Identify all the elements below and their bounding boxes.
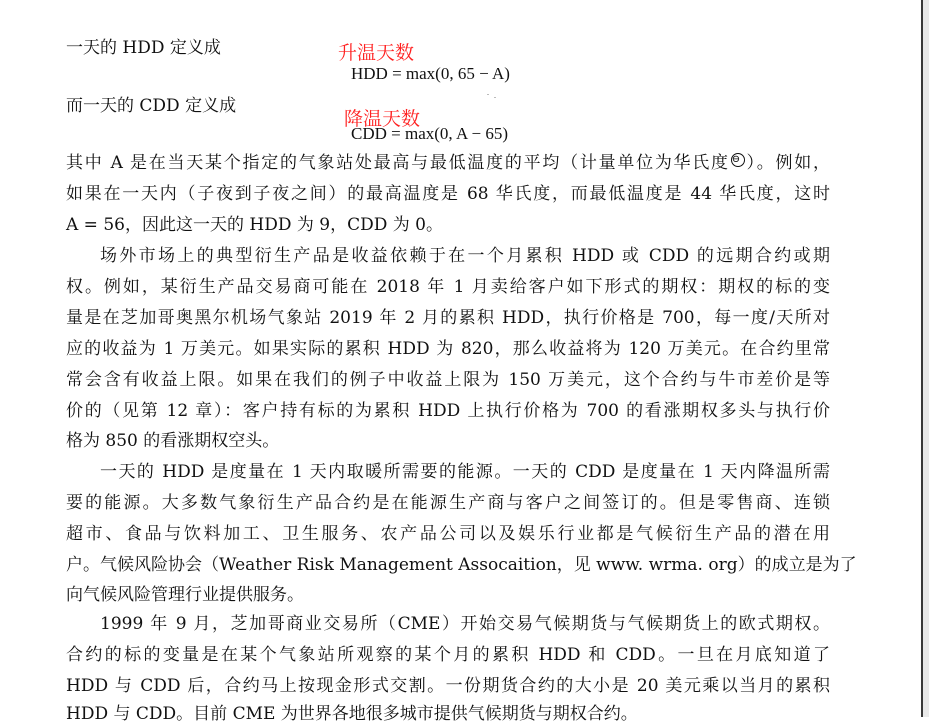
paragraph-1-line-1: 其中 A 是在当天某个指定的气象站处最高与最低温度的平均（计量单位为华氏度 ⊖ ）。例如， bbox=[66, 153, 830, 173]
cdd-formula: CDD = max(0, A − 65) bbox=[351, 124, 509, 143]
cdd-definition-intro: 而一天的 CDD 定义成 bbox=[66, 96, 237, 116]
paragraph-3-line-4: 户。气候风险协会（Weather Risk Management Assocaition，见 www. wrma. org）的成立是为了 bbox=[66, 555, 857, 575]
paragraph-3-line-5: 向气候风险管理行业提供服务。 bbox=[66, 585, 304, 605]
paragraph-3-line-3: 超市、食品与饮料加工、卫生服务、农产品公司以及娱乐行业都是气候衍生产品的潜在用 bbox=[66, 524, 830, 544]
paragraph-1-line-3: A = 56，因此这一天的 HDD 为 9，CDD 为 0。 bbox=[66, 215, 443, 235]
paragraph-2-line-4: 应的收益为 1 万美元。如果实际的累积 HDD 为 820，那么收益将为 120 万美元。在合约里常 bbox=[66, 339, 830, 359]
paragraph-2-line-5: 常会含有收益上限。如果在我们的例子中收益上限为 150 万美元，这个合约与牛市差价是等 bbox=[66, 370, 830, 390]
paragraph-2-line-1: 场外市场上的典型衍生产品是收益依赖于在一个月累积 HDD 或 CDD 的远期合约或期 bbox=[100, 246, 830, 266]
hdd-formula: HDD = max(0, 65 − A) bbox=[351, 64, 510, 83]
paragraph-2-line-3: 量是在芝加哥奥黑尔机场气象站 2019 年 2 月的累积 HDD，执行价格是 700，每一度/天所对 bbox=[66, 308, 830, 328]
footnote-marker: ⊖ bbox=[731, 153, 745, 167]
paragraph-2-line-6: 价的（见第 12 章）：客户持有标的为累积 HDD 上执行价格为 700 的看涨期权多头与执行价 bbox=[66, 401, 830, 421]
paragraph-3-line-1: 一天的 HDD 是度量在 1 天内取暖所需要的能源。一天的 CDD 是度量在 1 天内降温所需 bbox=[100, 462, 830, 482]
scan-speck bbox=[494, 97, 496, 98]
cdd-handwritten-annotation: 降温天数 bbox=[344, 108, 421, 130]
paragraph-4-line-3: HDD 与 CDD 后，合约马上按现金形式交割。一份期货合约的大小是 20 美元乘以当月的累积 bbox=[66, 676, 830, 696]
paragraph-2-line-7: 格为 850 的看涨期权空头。 bbox=[66, 431, 280, 451]
paragraph-3-line-2: 要的能源。大多数气象衍生产品合约是在能源生产商与客户之间签订的。但是零售商、连锁 bbox=[66, 493, 830, 513]
paragraph-4-line-1: 1999 年 9 月，芝加哥商业交易所（CME）开始交易气候期货与气候期货上的欧式期权。 bbox=[100, 614, 830, 634]
paragraph-4-line-4: HDD 与 CDD。目前 CME 为世界各地很多城市提供气候期货与期权合约。 bbox=[66, 704, 638, 724]
paragraph-1-line-2: 如果在一天内（子夜到子夜之间）的最高温度是 68 华氏度，而最低温度是 44 华氏度，这时 bbox=[66, 184, 830, 204]
paragraph-2-line-2: 权。例如，某衍生产品交易商可能在 2018 年 1 月卖给客户如下形式的期权：期权的标的变 bbox=[66, 277, 830, 297]
hdd-definition-intro: 一天的 HDD 定义成 bbox=[66, 38, 221, 58]
paragraph-4-line-2: 合约的标的变量是在某个气象站所观察的某个月的累积 HDD 和 CDD。一旦在月底知道了 bbox=[66, 645, 830, 665]
scan-speck bbox=[487, 94, 489, 95]
hdd-handwritten-annotation: 升温天数 bbox=[338, 42, 415, 64]
page-edge-shade bbox=[923, 0, 929, 717]
